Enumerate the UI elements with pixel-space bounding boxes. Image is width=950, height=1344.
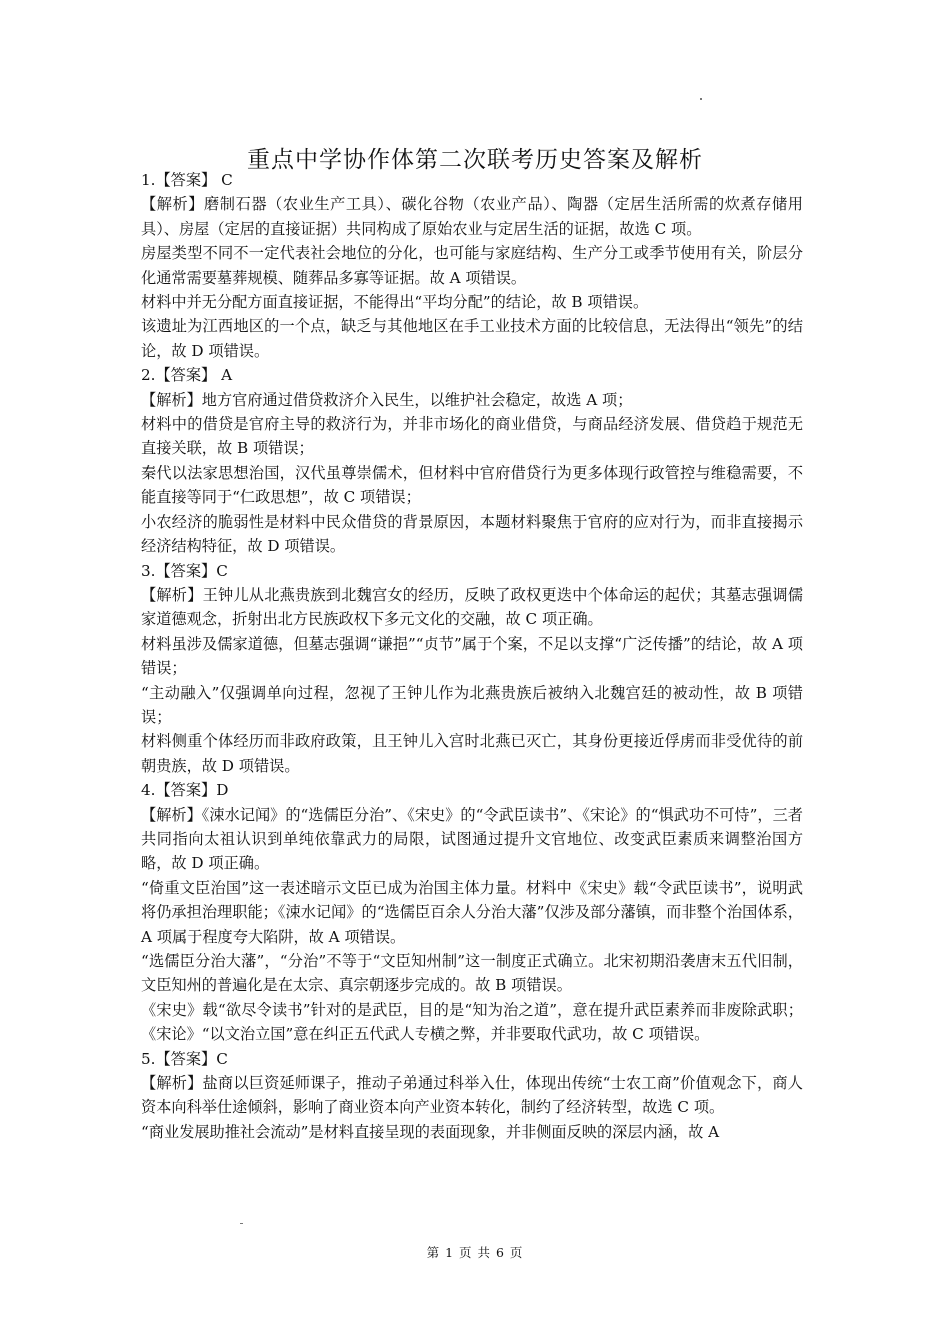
analysis-paragraph: 秦代以法家思想治国，汉代虽尊崇儒术，但材料中官府借贷行为更多体现行政管控与维稳需要，不能直接等同于“仁政思想”，故 C 项错误； — [141, 463, 803, 507]
analysis-paragraph: “商业发展助推社会流动”是材料直接呈现的表面现象，并非侧面反映的深层内涵，故 A — [141, 1122, 720, 1141]
page-number: 第 1 页 共 6 页 — [426, 1245, 524, 1260]
analysis-paragraph: 材料中的借贷是官府主导的救济行为，并非市场化的商业借贷，与商品经济发展、借贷趋于规范无直接关联，故 B 项错误； — [141, 415, 803, 458]
question-5 — [141, 1047, 803, 1145]
analysis-paragraph: “主动融入”仅强调单向过程，忽视了王钟儿作为北燕贵族后被纳入北魏宫廷的被动性，故 B 项错误； — [141, 683, 803, 726]
analysis-paragraph: 小农经济的脆弱性是材料中民众借贷的背景原因，本题材料聚焦于官府的应对行为，而非直接揭示经济结构特征，故 D 项错误。 — [141, 512, 803, 556]
analysis-paragraph: 【解析】盐商以巨资延师课子，推动子弟通过科举入仕，体现出传统“士农工商”价值观念下，商人资本向科举仕途倾斜，影响了商业资本向产业资本转化，制约了经济转型，故选 C 项。 — [141, 1074, 803, 1117]
analysis-paragraph: “倚重文臣治国”这一表述暗示文臣已成为治国主体力量。材料中《宋史》载“令武臣读书”，说明武将仍承担治理职能；《涑水记闻》的“选儒臣百余人分治大藩”仅涉及部分藩镇，而非整个治国体系，A 项属于程度夸大陷阱，故 A 项错误。 — [141, 878, 803, 946]
analysis-paragraph: 《宋史》载“欲尽令读书”针对的是武臣，目的是“知为治之道”，意在提升武臣素养而非废除武职；《宋论》“以文治立国”意在纠正五代武人专横之弊，并非要取代武功，故 C 项错误。 — [141, 1000, 803, 1044]
analysis-paragraph: 【解析】王钟儿从北燕贵族到北魏宫女的经历，反映了政权更迭中个体命运的起伏；其墓志强调儒家道德观念，折射出北方民族政权下多元文化的交融，故 C 项正确。 — [141, 585, 803, 629]
analysis-paragraph: 【解析】地方官府通过借贷救济介入民生，以维护社会稳定，故选 A 项； — [141, 390, 633, 409]
scan-speck — [700, 98, 702, 100]
question-3 — [141, 559, 803, 779]
answer-line: 2.【答案】 A — [141, 366, 233, 385]
answer-line: 4.【答案】D — [141, 781, 229, 800]
analysis-paragraph: “选儒臣分治大藩”，“分治”不等于“文臣知州制”这一制度正式确立。北宋初期沿袭唐末五代旧制，文臣知州的普遍化是在太宗、真宗朝逐步完成的。故 B 项错误。 — [141, 952, 803, 995]
page-title: 重点中学协作体第二次联考历史答案及解析 — [247, 147, 703, 174]
answer-line: 5.【答案】C — [141, 1049, 228, 1068]
analysis-paragraph: 房屋类型不同不一定代表社会地位的分化，也可能与家庭结构、生产分工或季节使用有关，阶层分化通常需要墓葬规模、随葬品多寡等证据。故 A 项错误。 — [141, 244, 803, 287]
analysis-paragraph: 材料虽涉及儒家道德，但墓志强调“谦挹”“贞节”属于个案，不足以支撑“广泛传播”的结论，故 A 项错误； — [141, 634, 803, 678]
question-1 — [141, 168, 803, 363]
scan-speck — [240, 1223, 243, 1224]
answer-content — [141, 168, 803, 1144]
question-4 — [141, 778, 803, 1046]
analysis-paragraph: 【解析】《涑水记闻》的“选儒臣分治”、《宋史》的“令武臣读书”、《宋论》的“惧武功不可恃”，三者共同指向太祖认识到单纯依靠武力的局限，试图通过提升文官地位、改变武臣素质来调整治国方略，故 D 项正确。 — [141, 805, 803, 873]
analysis-paragraph: 材料中并无分配方面直接证据，不能得出“平均分配”的结论，故 B 项错误。 — [141, 293, 649, 312]
answer-line: 3.【答案】C — [141, 561, 228, 580]
analysis-paragraph: 材料侧重个体经历而非政府政策，且王钟儿入宫时北燕已灭亡，其身份更接近俘虏而非受优待的前朝贵族，故 D 项错误。 — [141, 732, 803, 775]
analysis-paragraph: 该遗址为江西地区的一个点，缺乏与其他地区在手工业技术方面的比较信息，无法得出“领先”的结论，故 D 项错误。 — [141, 317, 803, 360]
analysis-paragraph: 【解析】磨制石器（农业生产工具）、碳化谷物（农业产品）、陶器（定居生活所需的炊煮存储用具）、房屋（定居的直接证据）共同构成了原始农业与定居生活的证据，故选 C 项。 — [141, 195, 803, 238]
question-2 — [141, 363, 803, 558]
answer-line: 1.【答案】 C — [141, 171, 233, 189]
